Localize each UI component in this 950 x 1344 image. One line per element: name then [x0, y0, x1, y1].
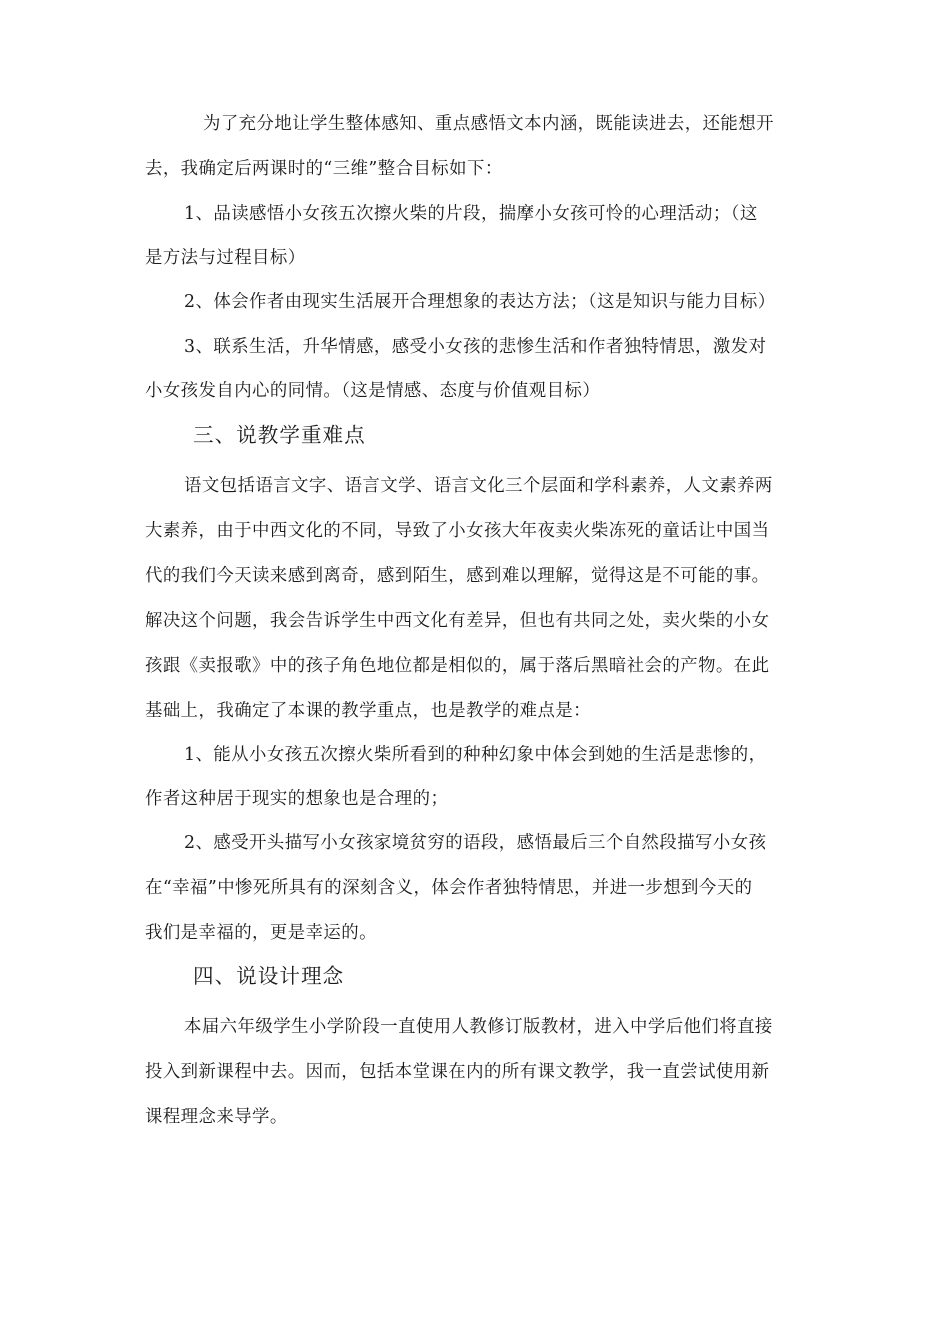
paragraph-goals-intro-line-1: 为了充分地让学生整体感知、重点感悟文本内涵，既能读进去，还能想开 [203, 114, 774, 134]
section3-item-1-line-1: 1、能从小女孩五次擦火柴所看到的种种幻象中体会到她的生活是悲惨的， [184, 745, 767, 765]
section3-paragraph-line-3: 代的我们今天读来感到离奇，感到陌生，感到难以理解，觉得这是不可能的事。 [145, 566, 770, 586]
section3-paragraph-line-4: 解决这个问题，我会告诉学生中西文化有差异，但也有共同之处，卖火柴的小女 [145, 611, 770, 631]
goal-2-line-1: 2、体会作者由现实生活展开合理想象的表达方法；（这是知识与能力目标） [184, 292, 776, 312]
section4-paragraph-line-3: 课程理念来导学。 [145, 1107, 288, 1127]
goal-3-line-2: 小女孩发自内心的同情。（这是情感、态度与价值观目标） [145, 381, 601, 401]
section3-paragraph-line-5: 孩跟《卖报歌》中的孩子角色地位都是相似的，属于落后黑暗社会的产物。在此 [145, 656, 770, 676]
section3-item-1-line-2: 作者这种居于现实的想象也是合理的； [145, 789, 449, 809]
section-heading-design-philosophy: 四、说设计理念 [193, 964, 345, 988]
section3-paragraph-line-6: 基础上，我确定了本课的教学重点，也是教学的难点是： [145, 701, 592, 721]
section3-paragraph-line-2: 大素养，由于中西文化的不同，导致了小女孩大年夜卖火柴冻死的童话让中国当 [145, 521, 770, 541]
goal-1-line-2: 是方法与过程目标） [145, 248, 306, 268]
section3-item-2-line-2: 在“幸福”中惨死所具有的深刻含义，体会作者独特情思，并进一步想到今天的 [145, 878, 753, 898]
goal-1-line-1: 1、品读感悟小女孩五次擦火柴的片段，揣摩小女孩可怜的心理活动；（这 [184, 204, 758, 224]
section4-paragraph-line-2: 投入到新课程中去。因而，包括本堂课在内的所有课文教学，我一直尝试使用新 [145, 1062, 770, 1082]
section-heading-teaching-difficulties: 三、说教学重难点 [193, 423, 366, 447]
goal-3-line-1: 3、联系生活，升华情感，感受小女孩的悲惨生活和作者独特情思，激发对 [184, 337, 767, 357]
section4-paragraph-line-1: 本届六年级学生小学阶段一直使用人教修订版教材，进入中学后他们将直接 [184, 1017, 773, 1037]
section3-item-2-line-3: 我们是幸福的，更是幸运的。 [145, 923, 377, 943]
section3-item-2-line-1: 2、感受开头描写小女孩家境贫穷的语段，感悟最后三个自然段描写小女孩 [184, 833, 767, 853]
section3-paragraph-line-1: 语文包括语言文字、语言文学、语言文化三个层面和学科素养，人文素养两 [184, 476, 773, 496]
paragraph-goals-intro-line-2: 去，我确定后两课时的“三维”整合目标如下： [145, 159, 503, 179]
